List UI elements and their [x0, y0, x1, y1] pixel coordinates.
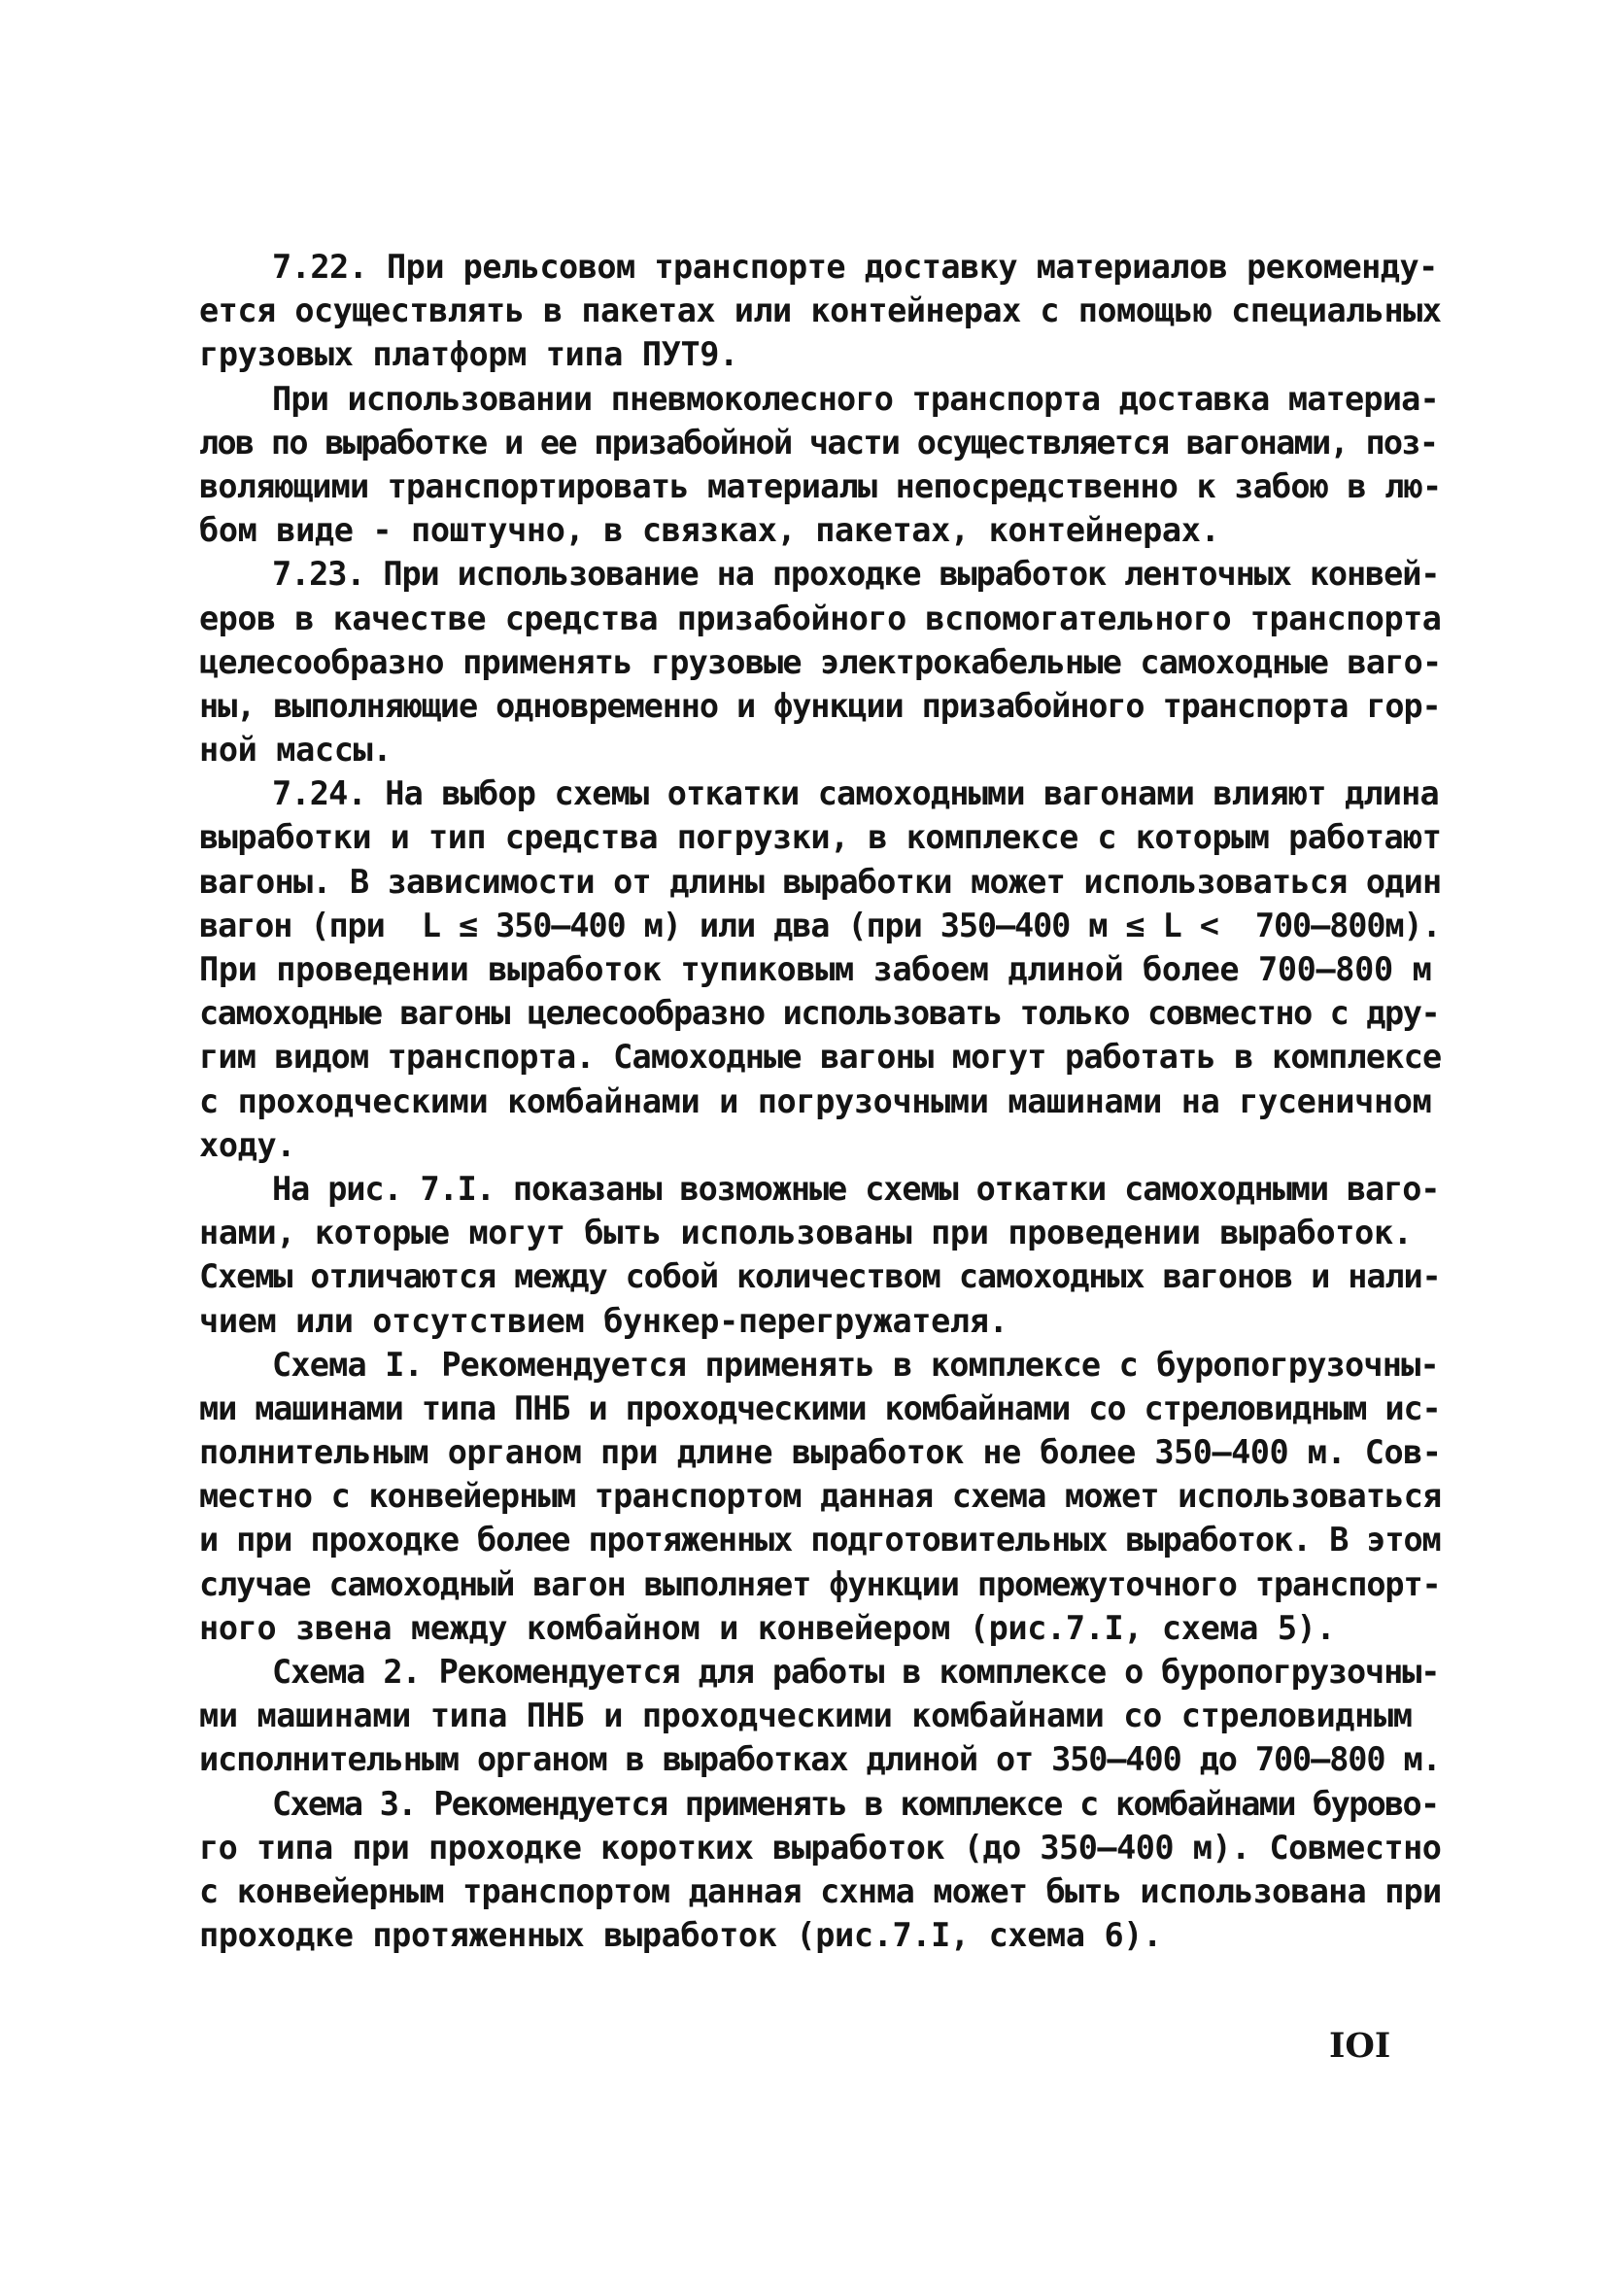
text-line: 7.24. На выбор схемы откатки самоходными вагонами влияют длина: [272, 774, 1439, 813]
text-line: Схема 2. Рекомендуется для работы в комплексе о буропогрузочны-: [272, 1653, 1440, 1691]
text-line: гим видом транспорта. Самоходные вагоны могут работать в комплексе: [199, 1038, 1442, 1077]
text-line: ной массы.: [199, 731, 393, 770]
text-line: бом виде - поштучно, в связках, пакетах, контейнерах.: [199, 511, 1220, 550]
text-line: местно с конвейерным транспортом данная схема может использоваться: [199, 1477, 1442, 1516]
text-line: полнительным органом при длине выработок не более 350–400 м. Сов-: [199, 1433, 1442, 1472]
text-line: грузовых платформ типа ПУТ9.: [199, 335, 738, 374]
text-line: целесообразно применять грузовые электрокабельные самоходные ваго-: [199, 642, 1442, 681]
text-line: случае самоходный вагон выполняет функции промежуточного транспорт-: [199, 1564, 1441, 1603]
text-line: с конвейерным транспортом данная схнма может быть использована при: [199, 1871, 1442, 1910]
text-line: воляющими транспортировать материалы непосредственно к забою в лю-: [199, 466, 1442, 505]
body-text: [199, 245, 1443, 1957]
text-line: вагоны. В зависимости от длины выработки может использоваться один: [199, 862, 1442, 901]
text-line: Схема 3. Рекомендуется применять в комплексе с комбайнами бурово-: [272, 1784, 1439, 1823]
text-line: 7.22. При рельсовом транспорте доставку материалов рекоменду-: [272, 248, 1438, 286]
text-line: При использовании пневмоколесного транспорта доставка материа-: [272, 379, 1439, 418]
text-line: исполнительным органом в выработках длиной от 350–400 до 700–800 м.: [199, 1740, 1441, 1779]
text-line: ходу.: [199, 1125, 296, 1164]
text-line: ми машинами типа ПНБ и проходческими комбайнами со стреловидным: [199, 1696, 1413, 1735]
text-line: Схема I. Рекомендуется применять в комплексе с буропогрузочны-: [272, 1345, 1439, 1384]
text-line: проходке протяженных выработок (рис.7.I, схема 6).: [199, 1916, 1162, 1955]
text-line: На рис. 7.I. показаны возможные схемы откатки самоходными ваго-: [272, 1169, 1440, 1208]
text-line: и при проходке более протяженных подготовительных выработок. В этом: [199, 1521, 1441, 1559]
text-line: го типа при проходке коротких выработок (до 350–400 м). Совместно: [199, 1828, 1442, 1867]
text-line: чием или отсутствием бункер-перегружателя.: [199, 1301, 1008, 1340]
text-line: ется осуществлять в пакетах или контейнерах с помощью специальных: [199, 291, 1442, 330]
text-line: самоходные вагоны целесообразно использовать только совместно с дру-: [199, 994, 1440, 1033]
text-line: еров в качестве средства призабойного вспомогательного транспорта: [199, 599, 1442, 637]
text-line: При проведении выработок тупиковым забоем длиной более 700–800 м: [199, 950, 1432, 988]
text-line: ного звена между комбайном и конвейером (рис.7.I, схема 5).: [199, 1608, 1336, 1647]
text-line: лов по выработке и ее призабойной части осуществляется вагонами, поз-: [199, 423, 1438, 462]
text-line: ми машинами типа ПНБ и проходческими комбайнами со стреловидным ис-: [199, 1388, 1441, 1427]
text-line: 7.23. При использование на проходке выработок ленточных конвей-: [272, 555, 1440, 594]
text-line: с проходческими комбайнами и погрузочными машинами на гусеничном: [199, 1081, 1432, 1120]
text-line: вагон (при L ≤ 350–400 м) или два (при 350–400 м ≤ L < 700–800м).: [199, 906, 1441, 944]
text-line: Схемы отличаются между собой количеством самоходных вагонов и нали-: [199, 1257, 1441, 1296]
text-line: нами, которые могут быть использованы при проведении выработок.: [199, 1214, 1413, 1252]
text-line: выработки и тип средства погрузки, в комплексе с которым работают: [199, 818, 1442, 857]
page-number: IOI: [1329, 2026, 1391, 2066]
text-line: ны, выполняющие одновременно и функции призабойного транспорта гор-: [199, 686, 1441, 725]
